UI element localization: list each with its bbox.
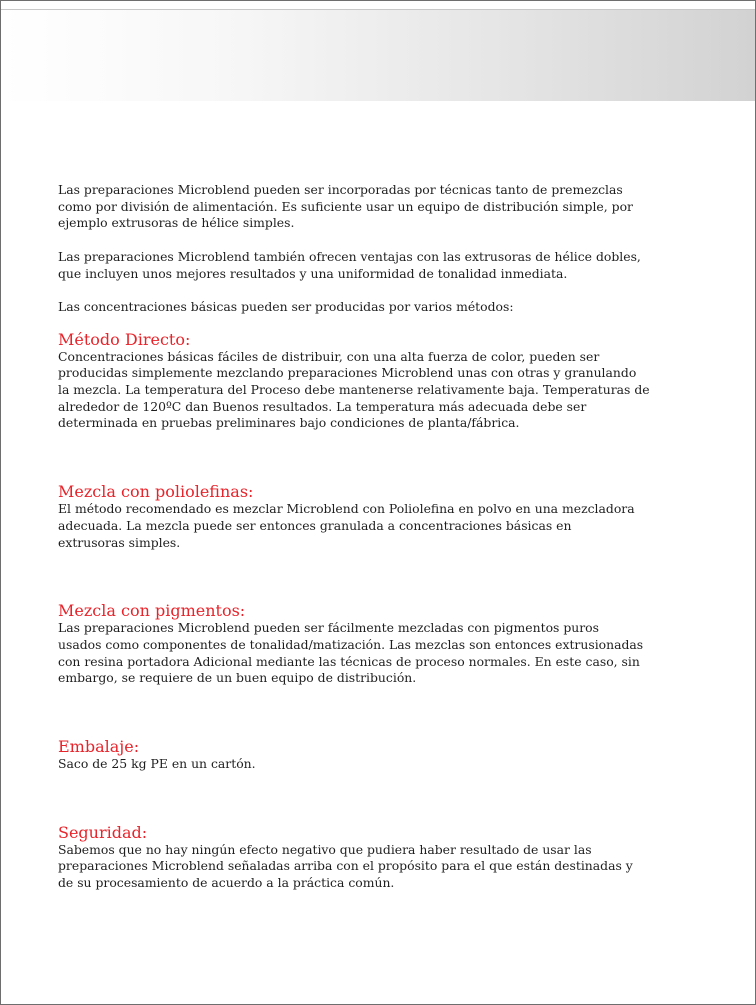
heading-seguridad: Seguridad: [58, 822, 148, 842]
intro-paragraph-3: Las concentraciones básicas pueden ser producidas por varios métodos: [58, 298, 514, 314]
paragraph-embalaje: Saco de 25 kg PE en un cartón. [58, 756, 256, 772]
intro-paragraph-1: Las preparaciones Microblend pueden ser incorporadas por técnicas tanto de premezclas como por división de alimentación. Es suficiente usar un equipo de distribución simple, por ejemplo extrusoras de hélice simples. [58, 182, 633, 231]
paragraph-seguridad: Sabemos que no hay ningún efecto negativo que pudiera haber resultado de usar las preparaciones Microblend señaladas arriba con el propósito para el que están destinadas y de su procesamiento de acuerdo a la práctica común. [58, 841, 633, 891]
document-body [58, 182, 703, 892]
header-gradient-band [1, 9, 755, 101]
header-top-rule [1, 9, 755, 10]
heading-embalaje: Embalaje: [58, 737, 140, 757]
heading-pigmentos: Mezcla con pigmentos: [58, 601, 246, 621]
paragraph-poliolefinas: El método recomendado es mezclar Microblend con Poliolefina en polvo en una mezcladora adecuada. La mezcla puede ser entonces granulada a concentraciones básicas en extrusoras simples. [58, 501, 635, 550]
heading-poliolefinas: Mezcla con poliolefinas: [58, 482, 254, 502]
heading-metodo-directo: Método Directo: [58, 329, 191, 349]
paragraph-metodo-directo: Concentraciones básicas fáciles de distribuir, con una alta fuerza de color, pueden ser producidas simplemente mezclando preparaciones Microblend unas con otras y granulando la mezcla. La temperatura del Proceso debe mantenerse relativamente baja. Temperaturas de alrededor de 120ºC dan Buenos resultados. La temperatura más adecuada debe ser determinada en pruebas preliminares bajo condiciones de planta/fábrica. [58, 348, 650, 431]
intro-paragraph-2: Las preparaciones Microblend también ofrecen ventajas con las extrusoras de hélice dobles, que incluyen unos mejores resultados y una uniformidad de tonalidad inmediata. [58, 248, 641, 281]
paragraph-pigmentos: Las preparaciones Microblend pueden ser fácilmente mezcladas con pigmentos puros usados como componentes de tonalidad/matización. Las mezclas son entonces extrusionadas con resina portadora Adicional mediante las técnicas de proceso normales. En este caso, sin embargo, se requiere de un buen equipo de distribución. [58, 620, 644, 686]
